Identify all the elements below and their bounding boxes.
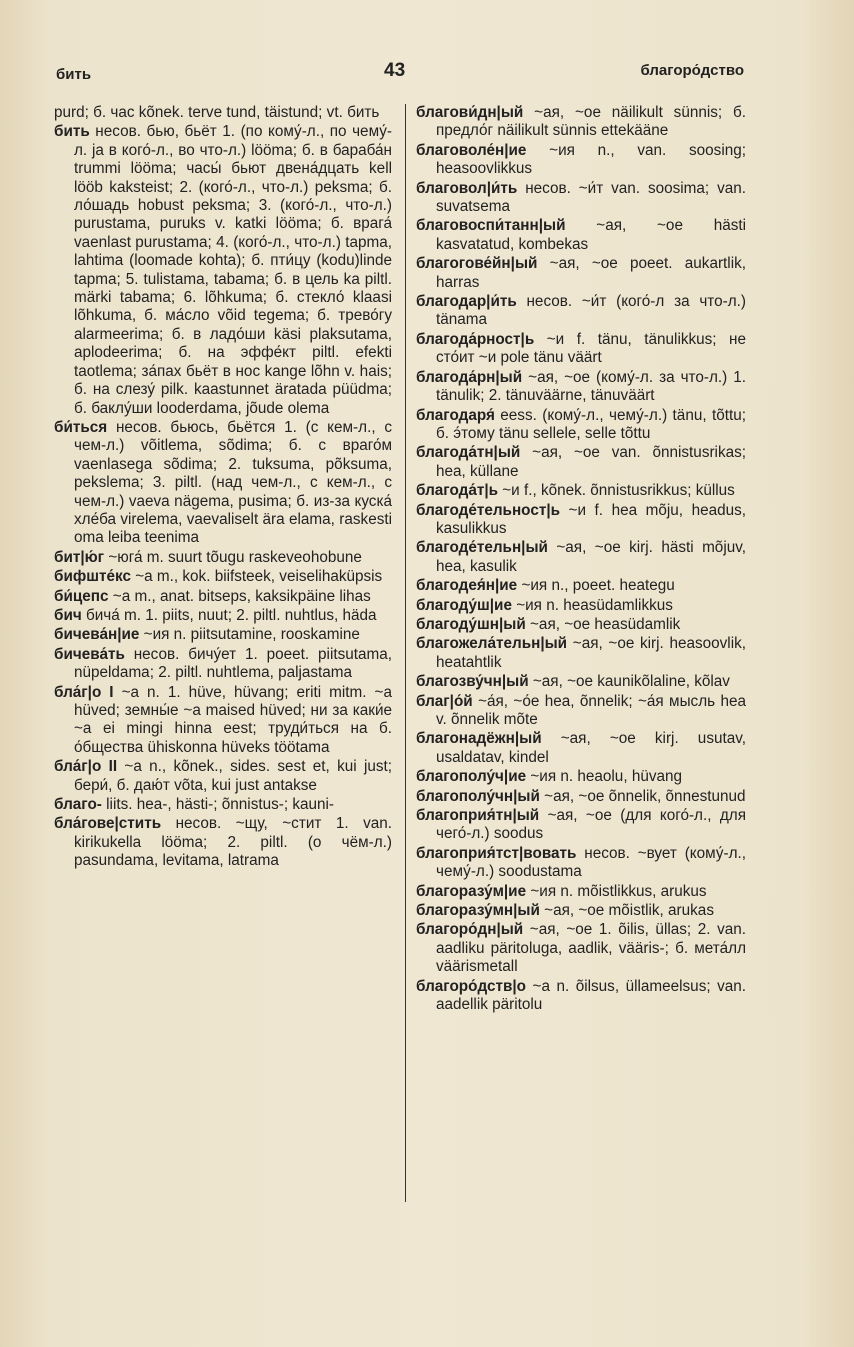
entry-headword: благода́рн|ый <box>416 368 523 386</box>
dictionary-entry <box>416 883 746 901</box>
entry-text: ~а n., kõnek., sides. sest et, kui just; бери́, б. даю́т võta, kui just antakse <box>74 758 392 794</box>
entry-text: ~ая, ~ое näilikult sünnis; б. предло́г näilikult sünnis ettekääne <box>436 104 746 140</box>
entry-headword: благода́тн|ый <box>416 444 521 462</box>
entry-headword: благозву́чн|ый <box>416 673 529 691</box>
dictionary-entry <box>54 796 392 814</box>
entry-headword: благоприя́тн|ый <box>416 807 540 825</box>
entry-text: ~ая, ~ое kirj. usutav, usaldatav, kindel <box>436 730 746 766</box>
entry-headword: благовоспи́танн|ый <box>416 217 566 235</box>
entry-headword: бить <box>54 123 90 141</box>
dictionary-entry <box>54 419 392 548</box>
entry-headword: благоде́тельн|ый <box>416 539 548 557</box>
entry-text: ~а m., kok. biifsteek, veiselihaküpsis <box>135 568 383 586</box>
dictionary-entry <box>416 293 746 330</box>
dictionary-entry <box>416 482 746 500</box>
entry-text: ~ая, ~ое van. õnnistusrikas; hea, küllane <box>436 444 747 480</box>
entry-text: ~ая, ~ое kirj. hästi mõjuv, hea, kasulik <box>436 539 746 575</box>
right-column <box>416 104 746 1016</box>
entry-headword: благоволе́н|ие <box>416 141 527 159</box>
entry-text: несов. бьюсь, бьётся 1. (с кем-л., с чем-л.) võitlema, sõdima; б. с враго́м vaenlasega sõdima; 2. tuksuma, põksuma, pekslema; 3. piltl. (над чем-л., с кем-л., с чем-л.) vaeva nägema, pusima; б. из-за куска́ хле́ба virelema, vaevaliselt ära elama, raskesti oma leiba teenima <box>74 418 393 547</box>
dictionary-entry <box>416 502 746 539</box>
dictionary-entry <box>416 693 746 730</box>
entry-headword: благонадёжн|ый <box>416 730 542 748</box>
dictionary-entry <box>416 921 746 976</box>
entry-headword: бичева́н|ие <box>54 626 140 644</box>
entry-text: ~ия n. piitsutamine, rooskamine <box>143 626 360 644</box>
entry-text: несов. ~и́т van. soosima; van. suvatsema <box>436 179 746 216</box>
dictionary-entry <box>416 902 746 920</box>
entry-text: ~и f. tänu, tänulikkus; не сто́ит ~и pole tänu väärt <box>436 330 747 367</box>
dictionary-entry <box>54 626 392 644</box>
dictionary-entry <box>54 646 392 683</box>
entry-text: ~ая, ~ое 1. õilis, üllas; 2. van. aadliku päritoluga, aadlik, vääris-; б. мета́лл väärismetall <box>436 921 746 976</box>
entry-text: несов. бью, бьёт 1. (по кому́-л., по чему́-л. ja в кого́-л., во что-л.) lööma; б. в бараба́н trummi lööma; часы́ бьют двена́дцать kell lööb kaksteist; 2. (кого́-л., что-л.) peksma; б. ло́шадь hobust peksma; 3. (кого́-л., что-л.) purustama, puruks v. katki lööma; б. врага́ vaenlast purustama; 4. (кого́-л., что-л.) tapma, lahtima (loomade kohta); б. пти́цу (kodu)linde tapma; 5. tulistama, tabama; б. в цель ka piltl. märki tabama; 6. lõhkuma; б. стекло́ klaasi lõhkuma, б. ма́сло võid tegema; б. трево́гу alarmeerima; б. в ладо́ши käsi plaksutama, aplodeerima; б. на эффе́кт piltl. efekti taotlema; за́пах бьёт в нос kange lõhn v. hais; б. на слезу́ pilk. kaastunnet äratada püüdma; б. баклу́ши looderdama, jõude olema <box>74 123 392 417</box>
dictionary-entry <box>54 758 392 795</box>
dictionary-entry <box>416 768 746 786</box>
entry-text: несов. ~щу, ~стит 1. van. kirikukella lööma; 2. piltl. (о чём-л.) pasundama, levitama, latrama <box>74 815 393 870</box>
entry-text: ~ая, ~ое poeet. aukartlik, harras <box>436 255 746 291</box>
dictionary-entry <box>416 180 746 217</box>
entry-text: liits. hea-, hästi-; õnnistus-; kauni- <box>106 796 335 814</box>
entry-headword: благовол|и́ть <box>416 179 518 197</box>
dictionary-entry <box>416 142 746 179</box>
entry-text: ~юга́ m. suurt tõugu raskeveohobune <box>108 548 362 566</box>
entry-text: ~ия n., van. soosing; heasoovlikkus <box>436 141 746 178</box>
dictionary-entry <box>416 407 746 444</box>
entry-headword: благоприя́тст|вовать <box>416 844 577 862</box>
entry-text: ~ия n. mõistlikkus, arukus <box>530 882 707 900</box>
entry-text: бича́ m. 1. piits, nuut; 2. piltl. nuhtlus, häda <box>85 606 377 624</box>
dictionary-entry <box>416 217 746 254</box>
header-right-word: благоро́дство <box>640 62 744 79</box>
entry-text: ~ая, ~ое kirj. heasoovlik, heatahtlik <box>436 635 746 671</box>
entry-headword: благоду́шн|ый <box>416 615 526 633</box>
entry-text: ~ия n. heasüdamlikkus <box>516 596 673 614</box>
entry-headword: благожела́тельн|ый <box>416 635 568 653</box>
column-divider <box>405 104 406 1202</box>
dictionary-entry <box>54 815 392 870</box>
entry-headword: благо- <box>54 796 102 814</box>
entry-headword: благоро́дств|о <box>416 977 527 995</box>
entry-text: ~ая, ~ое õnnelik, õnnestunud <box>544 787 746 805</box>
entry-headword: бла́гове|стить <box>54 815 162 833</box>
entry-headword: бич <box>54 606 82 624</box>
entry-text: ~ия n., poeet. heategu <box>521 577 675 595</box>
entry-headword: благода́рност|ь <box>416 330 535 348</box>
dictionary-entry <box>54 104 392 122</box>
dictionary-entry <box>54 549 392 567</box>
dictionary-entry <box>416 616 746 634</box>
entry-headword: благогове́йн|ый <box>416 255 538 273</box>
entry-headword: би́цепс <box>54 587 109 605</box>
dictionary-entry <box>416 635 746 672</box>
entry-text: ~а n. õilsus, üllameelsus; van. aadellik päritolu <box>436 977 746 1014</box>
dictionary-entry <box>416 788 746 806</box>
entry-headword: благоду́ш|ие <box>416 596 512 614</box>
dictionary-entry <box>416 331 746 368</box>
entry-text: ~ая, ~ое (кому́-л. за что-л.) 1. tänulik; 2. tänuväärne, tänuväärt <box>436 368 746 405</box>
dictionary-entry <box>416 807 746 844</box>
entry-headword: бифште́кс <box>54 568 131 586</box>
entry-headword: благоро́дн|ый <box>416 921 524 939</box>
entry-headword: благополу́ч|ие <box>416 768 527 786</box>
entry-text: несов. ~вует (кому́-л., чему́-л.) soodustama <box>436 844 747 881</box>
dictionary-entry <box>416 597 746 615</box>
dictionary-entry <box>416 444 746 481</box>
entry-text: ~ая, ~ое hästi kasvatatud, kombekas <box>436 217 747 253</box>
entry-text: несов. бичу́ет 1. poeet. piitsutama, nüpeldama; 2. piltl. nuhtlema, paljastama <box>74 645 392 682</box>
entry-text: ~ая, ~ое (для кого́-л., для чего́-л.) soodus <box>436 807 746 843</box>
entry-headword: бичева́ть <box>54 645 125 663</box>
entry-headword: благодаря́ <box>416 406 495 424</box>
entry-text: ~и f. hea mõju, headus, kasulikkus <box>436 501 747 537</box>
entry-text: ~ая, ~ое kaunikõlaline, kõlav <box>532 673 730 691</box>
dictionary-entry <box>416 255 746 292</box>
dictionary-entry <box>54 607 392 625</box>
entry-headword: благополу́чн|ый <box>416 787 540 805</box>
entry-headword: благови́дн|ый <box>416 104 524 121</box>
entry-headword: благ|о́й <box>416 692 473 710</box>
left-column <box>54 104 392 872</box>
entry-text: ~ая, ~ое mõistlik, arukas <box>544 902 714 920</box>
entry-headword: бла́г|о II <box>54 758 118 776</box>
entry-text: ~ия n. heaolu, hüvang <box>530 768 682 786</box>
entry-text: ~а n. 1. hüve, hüvang; eriti mitm. ~а hüved; земны́е ~а maised hüved; ни за каки́е ~а ei mingi hinna eest; труди́ться на б. о́бщества ühiskonna hüveks töötama <box>74 683 392 756</box>
dictionary-entry <box>416 104 746 141</box>
entry-headword: благода́т|ь <box>416 482 498 500</box>
entry-text: ~ая, ~ое heasüdamlik <box>530 615 681 633</box>
dictionary-entry <box>416 577 746 595</box>
header-left-word: бить <box>56 66 92 83</box>
entry-text: eess. (кому́-л., чему́-л.) tänu, tõttu; б. э́тому tänu sellele, selle tõttu <box>436 406 746 442</box>
entry-headword: благоразу́м|ие <box>416 882 527 900</box>
entry-headword: бла́г|о I <box>54 683 114 701</box>
page-number: 43 <box>384 60 406 81</box>
dictionary-entry <box>54 568 392 586</box>
entry-headword: благодея́н|ие <box>416 577 518 595</box>
entry-headword: благоде́тельност|ь <box>416 501 561 519</box>
entry-headword: би́ться <box>54 418 108 436</box>
dictionary-entry <box>54 588 392 606</box>
entry-headword: бит|ю́г <box>54 548 105 566</box>
entry-text: purd; б. час kõnek. terve tund, täistund; vt. бить <box>54 104 380 121</box>
entry-text: ~а m., anat. bitseps, kaksikpäine lihas <box>112 587 371 605</box>
entry-text: ~а́я, ~о́е hea, õnnelik; ~а́я мысль hea v. õnnelik mõte <box>436 692 746 728</box>
entry-text: ~и f., kõnek. õnnistusrikkus; küllus <box>502 482 735 500</box>
dictionary-entry <box>54 684 392 758</box>
dictionary-entry <box>416 673 746 691</box>
entry-headword: благодар|и́ть <box>416 293 517 311</box>
entry-headword: благоразу́мн|ый <box>416 902 540 920</box>
dictionary-entry <box>416 845 746 882</box>
dictionary-entry <box>416 730 746 767</box>
dictionary-entry <box>54 123 392 418</box>
entry-text: несов. ~и́т (кого́-л за что-л.) tänama <box>436 293 746 329</box>
dictionary-entry <box>416 369 746 406</box>
dictionary-entry <box>416 978 746 1015</box>
running-header <box>56 60 744 88</box>
dictionary-entry <box>416 539 746 576</box>
